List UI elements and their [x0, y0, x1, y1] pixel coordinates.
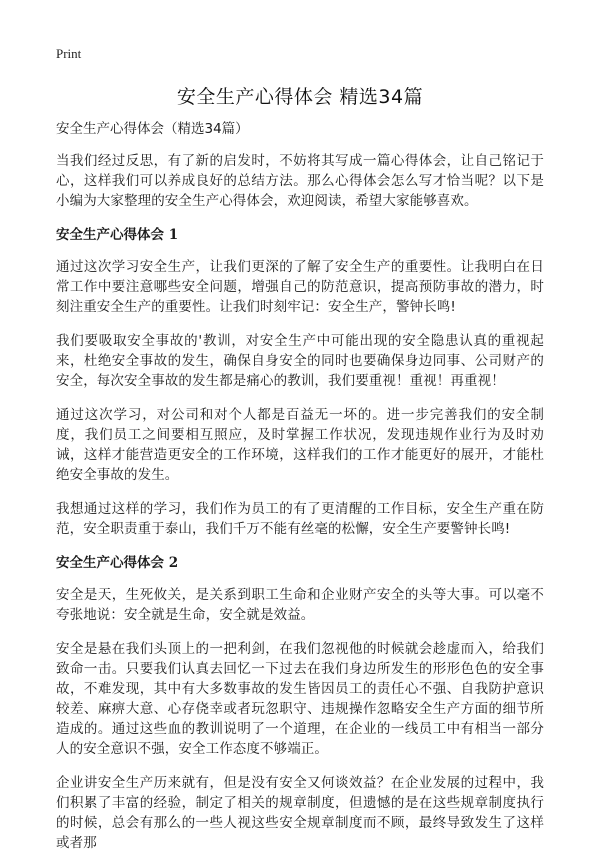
- document-body: [56, 119, 544, 867]
- paragraph: 我们要吸取安全事故的'教训，对安全生产中可能出现的安全隐患认真的重视起来，杜绝安全事故的发生，确保自身安全的同时也要确保身边同事、公司财产的安全，每次安全事故的发生都是痛心的教训，我们要重视！重视！再重视！: [56, 333, 544, 389]
- document-subtitle: 安全生产心得体会（精选34篇）: [56, 121, 249, 137]
- paragraph: 企业讲安全生产历来就有，但是没有安全又何谈效益？在企业发展的过程中，我们积累了丰富的经验，制定了相关的规章制度，但遗憾的是在这些规章制度执行的时候，总会有那么的一些人视这些安全规章制度而不顾，最终导致发生了这样或者那: [56, 775, 544, 851]
- section-heading: 安全生产心得体会 1: [56, 227, 179, 243]
- paragraph: 安全是天，生死攸关，是关系到职工生命和企业财产安全的头等大事。可以毫不夸张地说：安全就是生命，安全就是效益。: [56, 587, 544, 623]
- section-heading: 安全生产心得体会 2: [56, 555, 179, 571]
- paragraph: 安全是悬在我们头顶上的一把利剑，在我们忽视他的时候就会趁虚而入，给我们致命一击。只要我们认真去回忆一下过去在我们身边所发生的形形色色的安全事故，不难发现，其中有大多数事故的发生皆因员工的责任心不强、自我防护意识较差、麻痹大意、心存侥幸或者玩忽职守、违规操作忽略安全生产方面的细节所造成的。通过这些血的教训说明了一个道理，在企业的一线员工中有相当一部分人的安全意识不强，安全工作态度不够端正。: [56, 641, 544, 757]
- print-link[interactable]: Print: [56, 46, 82, 61]
- document-title: 安全生产心得体会 精选34篇: [176, 86, 424, 108]
- paragraph: 通过这次学习安全生产，让我们更深的了解了安全生产的重要性。让我明白在日常工作中要注意哪些安全问题，增强自己的防范意识，提高预防事故的潜力，时刻注重安全生产的重要性。让我们时刻牢记：安全生产，警钟长鸣!: [56, 259, 544, 315]
- paragraph: 通过这次学习，对公司和对个人都是百益无一坏的。进一步完善我们的安全制度，我们员工之间要相互照应，及时掌握工作状况，发现违规作业行为及时劝诫，这样才能营造更安全的工作环境，这样我们的工作才能更好的展开，才能杜绝安全事故的发生。: [56, 407, 544, 483]
- intro-paragraph: 当我们经过反思，有了新的启发时，不妨将其写成一篇心得体会，让自己铭记于心，这样我们可以养成良好的总结方法。那么心得体会怎么写才恰当呢？以下是小编为大家整理的安全生产心得体会，欢迎阅读，希望大家能够喜欢。: [56, 153, 544, 209]
- paragraph: 我想通过这样的学习，我们作为员工的有了更清醒的工作目标，安全生产重在防范，安全职责重于泰山，我们千万不能有丝毫的松懈，安全生产要警钟长鸣!: [56, 501, 544, 537]
